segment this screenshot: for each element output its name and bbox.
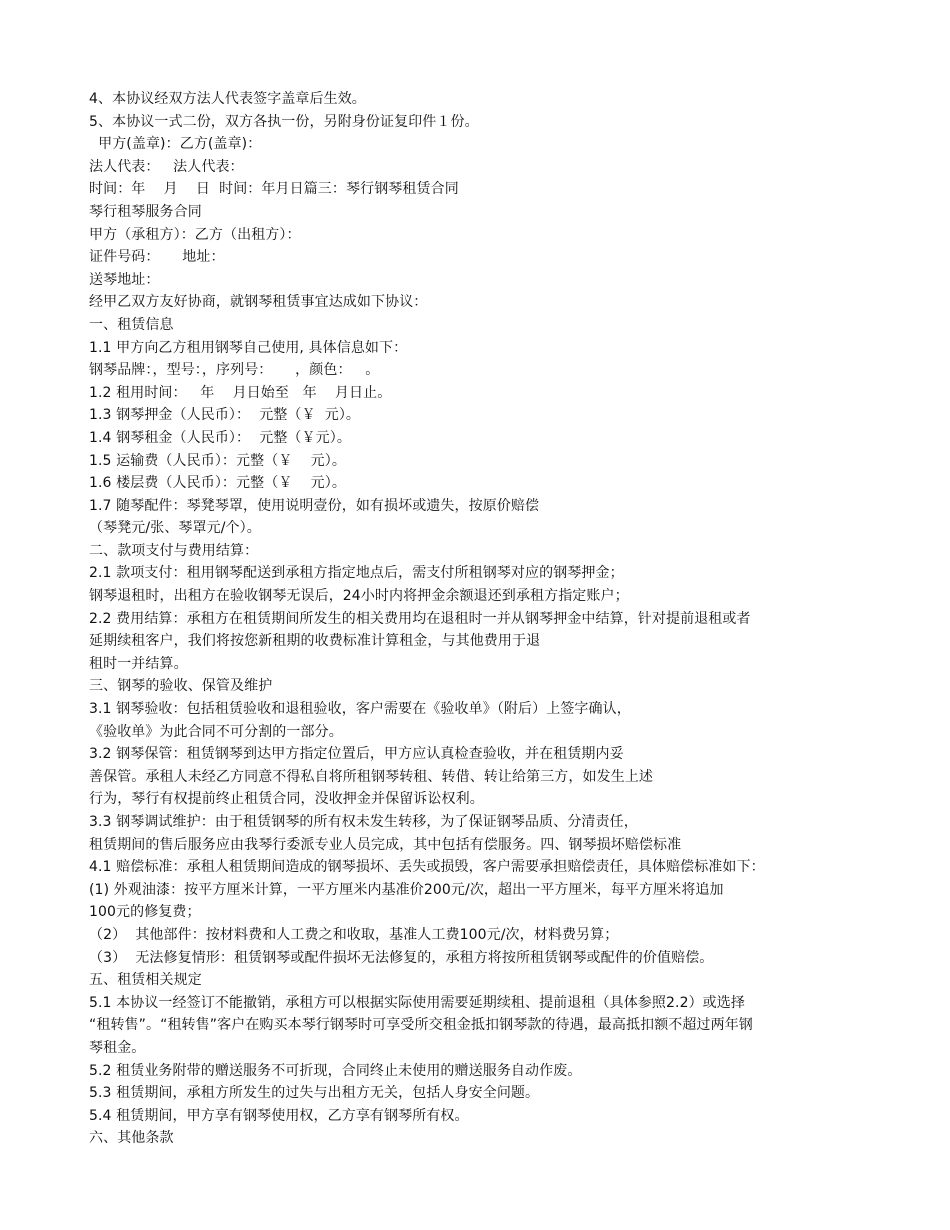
- text-line: 3.3 钢琴调试维护：由于租赁钢琴的所有权未发生转移，为了保证钢琴品质、分清责任，: [89, 814, 638, 830]
- text-line: 证件号码： 地址：: [89, 249, 225, 266]
- text-line: 租赁期间的售后服务应由我琴行委派专业人员完成，其中包括有偿服务。四、钢琴损坏赔偿标准: [89, 836, 682, 853]
- text-line: 2.1 款项支付：租用钢琴配送到承租方指定地点后，需支付所租钢琴对应的钢琴押金；: [89, 565, 624, 582]
- text-line: （琴凳元/张、琴罩元/个）。: [89, 520, 261, 537]
- section-heading: 五、租赁相关规定: [89, 972, 202, 989]
- text-line: 钢琴退租时，出租方在验收钢琴无误后，24小时内将押金余额退还到承租方指定账户；: [89, 588, 629, 605]
- text-line: 善保管。承租人未经乙方同意不得私自将所租钢琴转租、转借、转让给第三方，如发生上述: [89, 768, 653, 785]
- text-line: 1.1 甲方向乙方租用钢琴自己使用, 具体信息如下：: [89, 339, 408, 356]
- text-line: 经甲乙双方友好协商，就钢琴租赁事宜达成如下协议：: [89, 294, 428, 311]
- text-line: 1.2 租用时间： 年 月日始至 年 月日止。: [89, 384, 392, 401]
- section-heading: 六、其他条款: [89, 1130, 174, 1147]
- text-line: 1.6 楼层费（人民币）：元整（￥ 元）。: [89, 475, 346, 492]
- text-line: 《验收单》为此合同不可分割的一部分。: [89, 723, 343, 740]
- text-line: 甲方(盖章)：乙方(盖章)：: [89, 136, 262, 153]
- text-line: (1) 外观油漆：按平方厘米计算，一平方厘米内基准价200元/次，超出一平方厘米，每平方厘米将追加: [89, 881, 724, 898]
- text-line: 5.2 租赁业务附带的赠送服务不可折现，合同终止未使用的赠送服务自动作废。: [89, 1062, 582, 1079]
- text-line: （3） 无法修复情形：租赁钢琴或配件损坏无法修复的，承租方将按所租赁钢琴或配件的价值赔偿。: [89, 949, 714, 966]
- text-line: 2.2 费用结算：承租方在租赁期间所发生的相关费用均在退租时一并从钢琴押金中结算，针对提前退租或者: [89, 610, 751, 627]
- text-line: 5.4 租赁期间，甲方享有钢琴使用权，乙方享有钢琴所有权。: [89, 1107, 469, 1124]
- text-line: （2） 其他部件：按材料费和人工费之和收取，基准人工费100元/次，材料费另算；: [89, 926, 619, 943]
- text-line: 5.3 租赁期间，承租方所发生的过失与出租方无关，包括人身安全问题。: [89, 1085, 540, 1102]
- text-line: 3.2 钢琴保管：租赁钢琴到达甲方指定位置后，甲方应认真检查验收，并在租赁期内妥: [89, 746, 624, 763]
- text-line: 1.3 钢琴押金（人民币）： 元整（￥ 元）。: [89, 407, 361, 424]
- text-line: 送琴地址：: [89, 271, 160, 288]
- text-line: 1.4 钢琴租金（人民币）： 元整（￥元）。: [89, 429, 351, 446]
- text-line: 琴租金。: [89, 1039, 146, 1056]
- text-line: 100元的修复费；: [89, 904, 201, 921]
- text-line: 4、本协议经双方法人代表签字盖章后生效。: [89, 91, 366, 107]
- section-heading: 一、租赁信息: [89, 316, 174, 333]
- text-line: 1.7 随琴配件：琴凳琴罩，使用说明壹份，如有损坏或遗失，按原价赔偿: [89, 497, 540, 514]
- text-line: 租时一并结算。: [89, 655, 188, 672]
- text-line: 钢琴品牌：，型号：，序列号： ，颜色： 。: [89, 362, 380, 379]
- text-line: 5.1 本协议一经签订不能撤销，承租方可以根据实际使用需要延期续租、提前退租（具体参照2.2）或选择: [89, 994, 745, 1011]
- text-line: 4.1 赔偿标准：承租人租赁期间造成的钢琴损坏、丢失或损毁，客户需要承担赔偿责任，具体赔偿标准如下：: [89, 859, 765, 876]
- text-line: 延期续租客户，我们将按您新租期的收费标准计算租金，与其他费用于退: [89, 633, 541, 650]
- text-line: 甲方（承租方）：乙方（出租方）：: [89, 226, 301, 243]
- text-line: “租转售”。“租转售”客户在购买本琴行钢琴时可享受所交租金抵扣钢琴款的待遇，最高抵扣额不超过两年钢: [89, 1017, 753, 1034]
- text-line: 法人代表： 法人代表：: [89, 158, 244, 175]
- section-heading: 三、钢琴的验收、保管及维护: [89, 678, 273, 695]
- section-heading: 二、款项支付与费用结算：: [89, 542, 259, 559]
- section-title: 琴行租琴服务合同: [89, 203, 202, 220]
- contract-text: [89, 88, 879, 1150]
- text-line: 5、本协议一式二份，双方各执一份，另附身份证复印件１份。: [89, 113, 479, 130]
- text-line: 3.1 钢琴验收：包括租赁验收和退租验收，客户需要在《验收单》（附后）上签字确认，: [89, 701, 631, 718]
- text-line: 时间：年 月 日 时间：年月日篇三：琴行钢琴租赁合同: [89, 181, 459, 198]
- text-line: 行为，琴行有权提前终止租赁合同，没收押金并保留诉讼权利。: [89, 791, 484, 808]
- text-line: 1.5 运输费（人民币）：元整（￥ 元）。: [89, 452, 346, 469]
